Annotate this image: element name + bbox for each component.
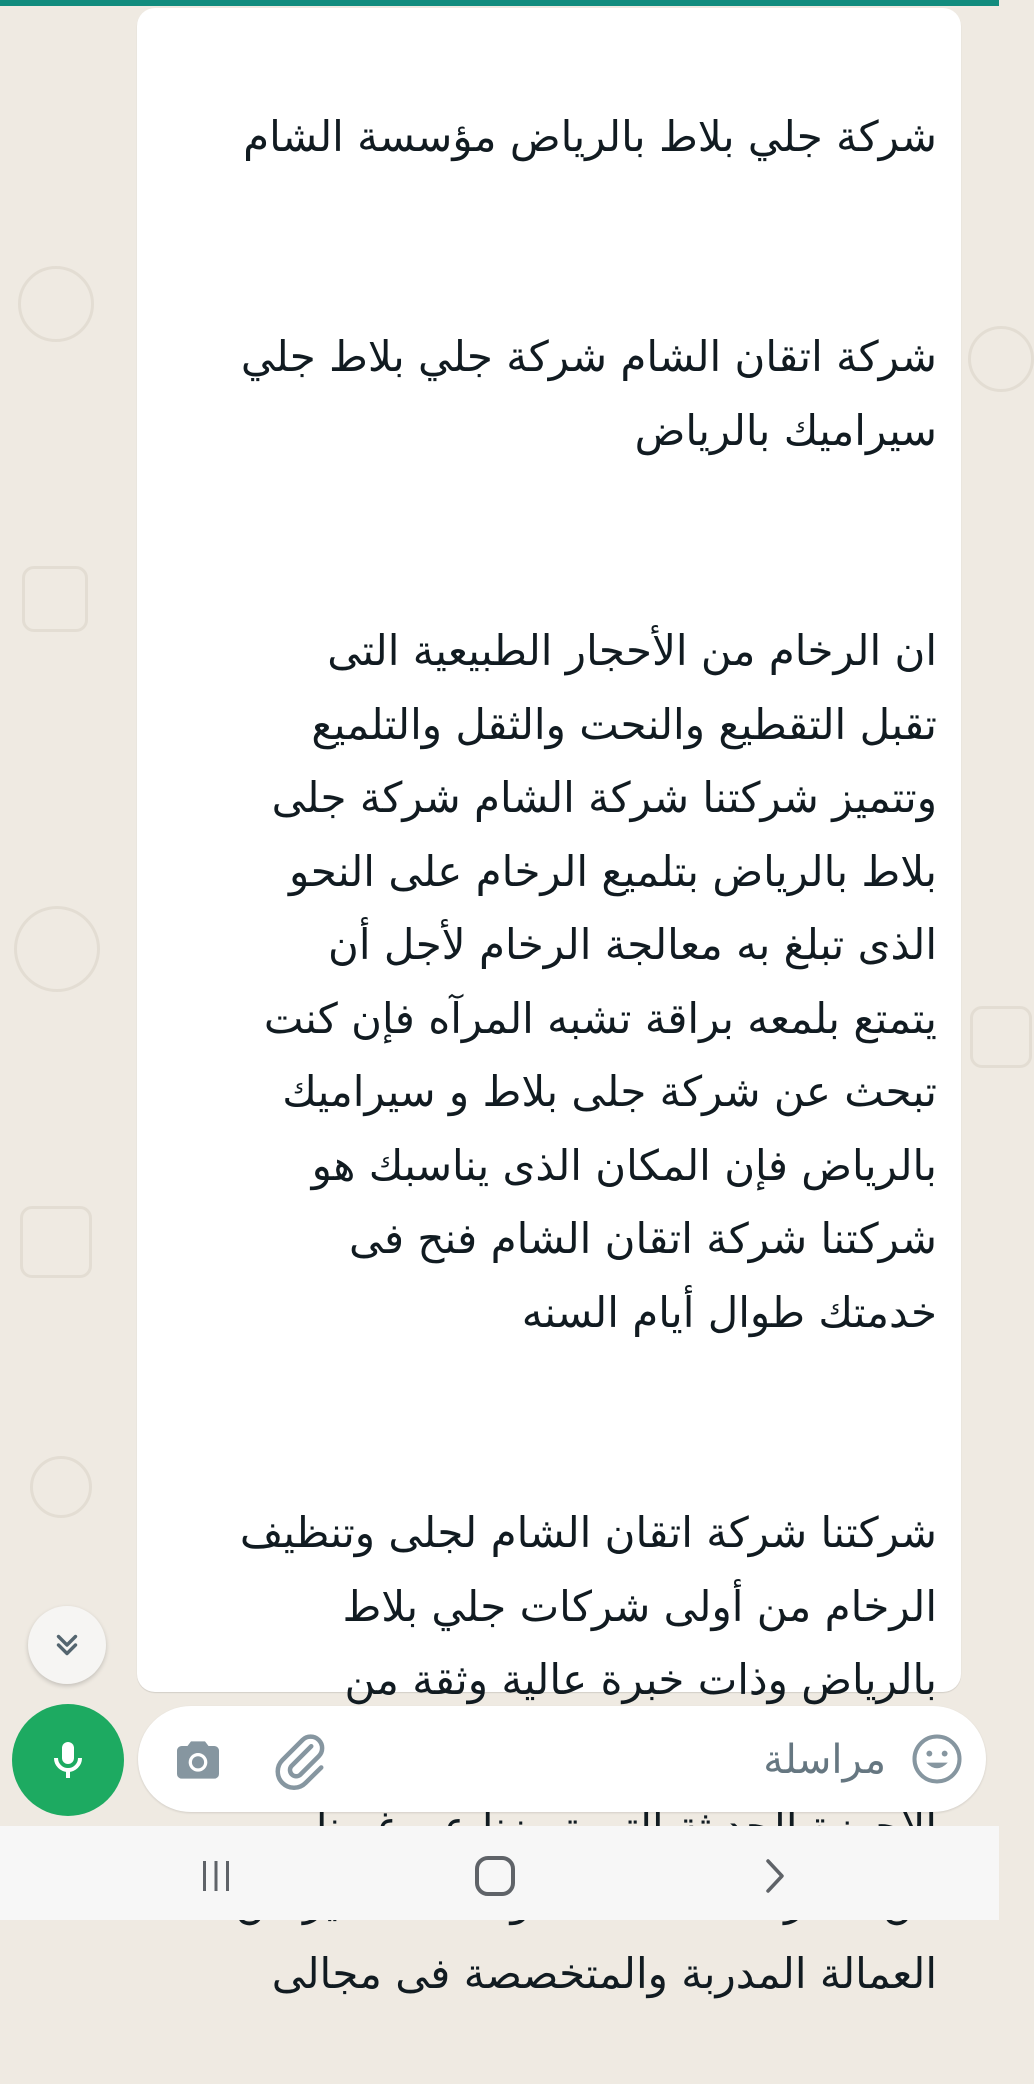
wallpaper-doodle [968, 326, 1034, 392]
recent-apps-button[interactable] [176, 1848, 256, 1904]
wallpaper-doodle [20, 1206, 92, 1278]
wallpaper-doodle [18, 266, 94, 342]
emoji-icon [910, 1732, 964, 1786]
wallpaper-doodle [30, 1456, 92, 1518]
message-paragraph: ان الرخام من الأحجار الطبيعية التى تقبل التقطيع والنحت والثقل والتلميع وتتميز شركتنا شركة الشام شركة جلى بلاط بالرياض بتلميع الرخام على النحو الذى تبلغ به معالجة الرخام لأجل أن يتمتع بلمعه براقة تشبه المرآه فإن كنت تبحث عن شركة جلى بلاط و سيراميك بالرياض فإن المكان الذى يناسبك هو شركتنا شركة اتقان الشام فنح فى خدمتك طوال أيام السنه [263, 626, 937, 1337]
chevrons-down-icon [50, 1628, 84, 1662]
incoming-message-bubble[interactable] [137, 8, 961, 1998]
message-paragraph: شركتنا شركة اتقان الشام لجلى وتنظيف الرخام من أولى شركات جلي بلاط بالرياض وذات خبرة عالية وثقة من العمالة المدربة والمتخصصة فى مجالى [239, 1508, 937, 1998]
microphone-icon [44, 1736, 92, 1784]
scroll-to-bottom-button[interactable] [28, 1606, 106, 1684]
wallpaper-doodle [14, 906, 100, 992]
back-button[interactable] [735, 1848, 815, 1904]
camera-button[interactable] [170, 1732, 226, 1788]
message-paragraph: شركة جلي بلاط بالرياض مؤسسة الشام [243, 111, 937, 161]
emoji-button[interactable] [910, 1732, 964, 1786]
recent-apps-icon [196, 1856, 236, 1896]
camera-icon [170, 1732, 226, 1788]
message-input[interactable] [504, 1724, 888, 1796]
wallpaper-doodle [970, 1006, 1032, 1068]
message-paragraph: شركة اتقان الشام شركة جلي بلاط جلي سيراميك بالرياض [240, 332, 937, 455]
system-navigation-bar [0, 1826, 999, 1920]
attach-button[interactable] [270, 1730, 330, 1790]
paperclip-icon [270, 1730, 330, 1790]
voice-message-button[interactable] [12, 1704, 124, 1816]
home-button[interactable] [455, 1848, 535, 1904]
wallpaper-doodle [22, 566, 88, 632]
home-icon [473, 1854, 517, 1898]
message-composer [138, 1706, 986, 1812]
back-icon [760, 1856, 790, 1896]
